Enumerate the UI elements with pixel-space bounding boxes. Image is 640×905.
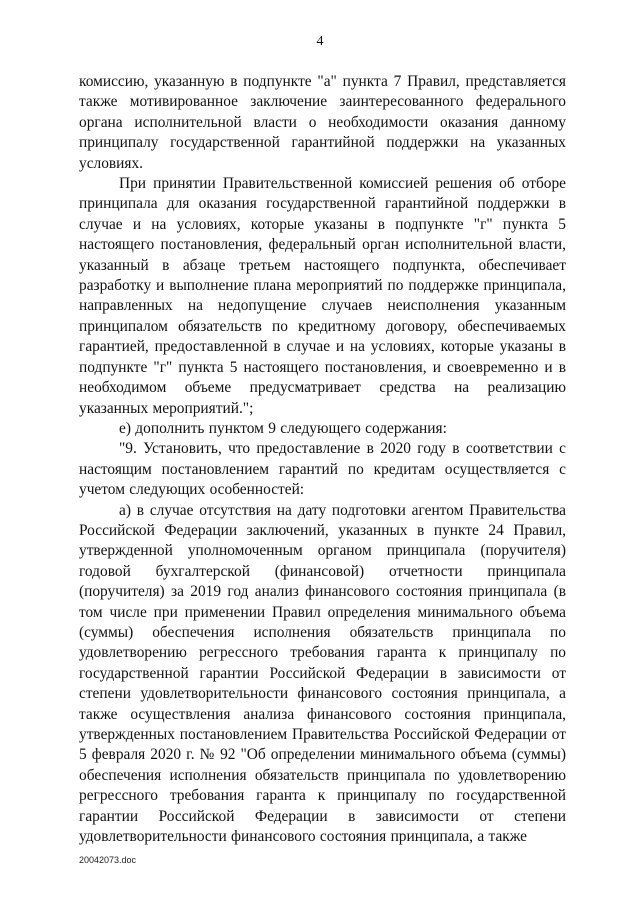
document-body [79, 72, 566, 847]
page-number: 4 [316, 34, 324, 49]
paragraph-subpoint-a: а) в случае отсутствия на дату подготовки агентом Правительства Российской Федерации заключений, указанных в пункте 24 Правил, утвержденной уполномоченным органом принципала (поручителя) годовой бухгалтерской (финансовой) отчетности принципала (поручителя) за 2019 год анализ финансового состояния принципала (в том числе при применении Правил определения минимального объема (суммы) обеспечения исполнения обязательств принципала по удовлетворению регрессного требования гаранта к принципалу по государственной гарантии Российской Федерации в зависимости от степени удовлетворительности финансового состояния принципала, а также осуществления анализа финансового состояния принципала, утвержденных постановлением Правительства Российской Федерации от 5 февраля 2020 г. № 92 "Об определении минимального объема (суммы) обеспечения исполнения обязательств принципала по удовлетворению регрессного требования гаранта к принципалу по государственной гарантии Российской Федерации в зависимости от степени удовлетворительности финансового состояния принципала, а также [79, 501, 566, 846]
footer-doc-code: 20042073.doc [79, 855, 137, 865]
paragraph-support-plan: При принятии Правительственной комиссией решения об отборе принципала для оказания государственной гарантийной поддержки в случае и на условиях, которые указаны в подпункте "г" пункта 5 настоящего постановления, федеральный орган исполнительной власти, указанный в абзаце третьем настоящего подпункта, обеспечивает разработку и выполнение плана мероприятий по поддержке принципала, направленных на недопущение случаев неисполнения указанным принципалом обязательств по кредитному договору, обеспечиваемых гарантией, предоставленной в случае и на условиях, которые указаны в подпункте "г" пункта 5 настоящего постановления, и своевременно и в необходимом объеме предусматривает средства на реализацию указанных мероприятий."; [79, 175, 566, 417]
paragraph-point-9-intro: "9. Установить, что предоставление в 2020 году в соответствии с настоящим постановлением гарантий по кредитам осуществляется с учетом следующих особенностей: [79, 440, 566, 499]
paragraph-add-point-9: е) дополнить пунктом 9 следующего содержания: [119, 419, 447, 437]
paragraph-commission-conclusion: комиссию, указанную в подпункте "а" пункта 7 Правил, представляется также мотивированное заключение заинтересованного федерального органа исполнительной власти о необходимости оказания данному принципалу государственной гарантийной поддержки на указанных условиях. [79, 73, 566, 172]
